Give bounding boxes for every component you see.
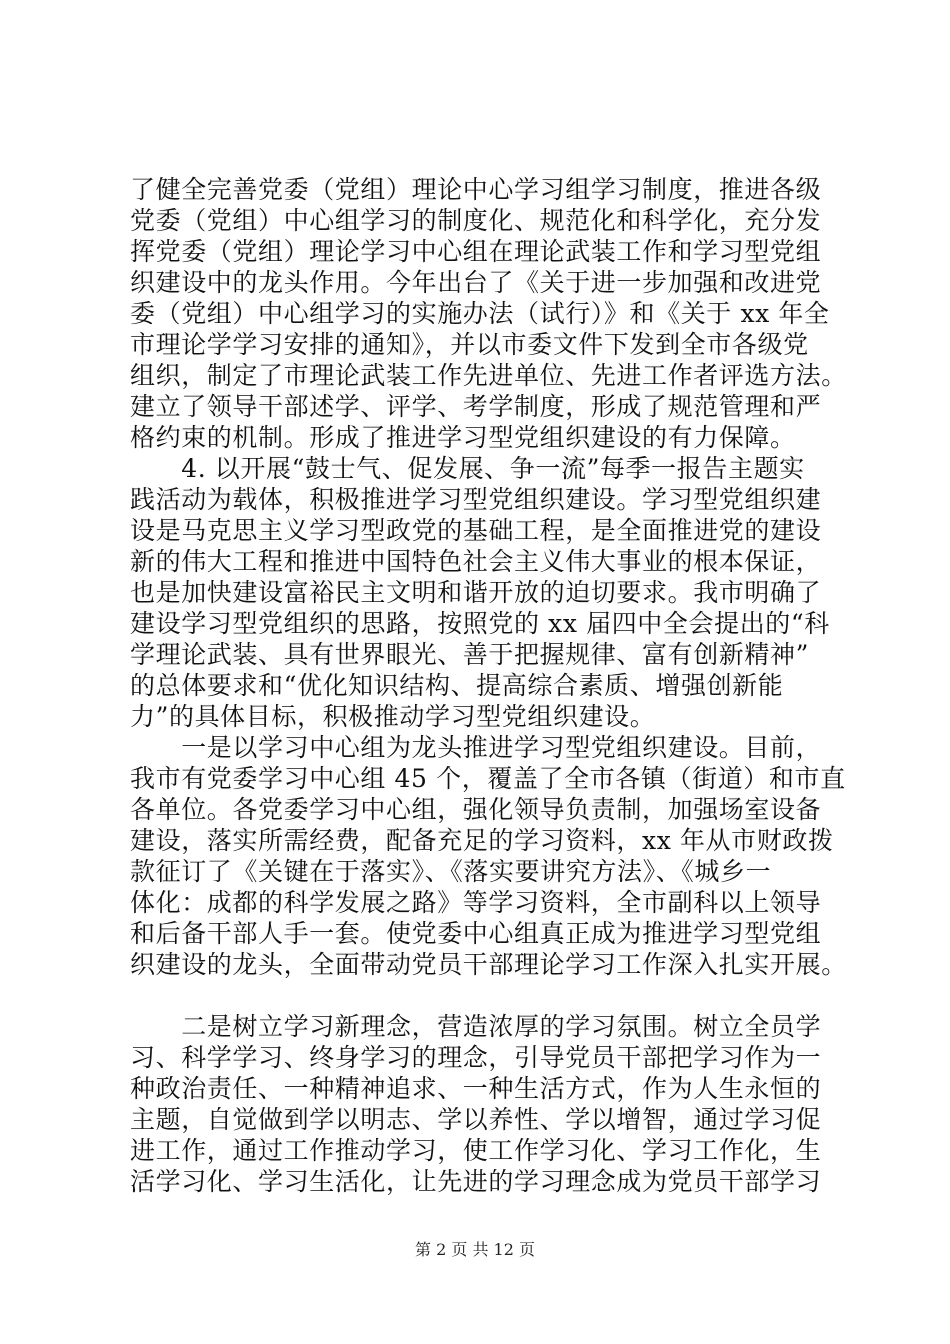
text-line: 各单位。各党委学习中心组，强化领导负责制，加强场室设备 (130, 795, 822, 824)
text-line: 进工作，通过工作推动学习，使工作学习化、学习工作化，生 (130, 1136, 822, 1165)
page-footer: 第 2 页 共 12 页 (415, 1240, 535, 1259)
text-line: 主题，自觉做到学以明志、学以养性、学以增智，通过学习促 (130, 1105, 822, 1134)
text-line: 党委（党组）中心组学习的制度化、规范化和科学化，充分发 (130, 206, 822, 235)
text-line: 了健全完善党委（党组）理论中心学习组学习制度，推进各级 (130, 175, 822, 204)
text-line: 也是加快建设富裕民主文明和谐开放的迫切要求。我市明确了 (130, 578, 822, 607)
text-line: 格约束的机制。形成了推进学习型党组织建设的有力保障。 (130, 423, 796, 452)
text-line: 织建设的龙头，全面带动党员干部理论学习工作深入扎实开展。 (130, 950, 847, 979)
text-line: 织建设中的龙头作用。今年出台了《关于进一步加强和改进党 (130, 268, 822, 297)
text-line: 二是树立学习新理念，营造浓厚的学习氛围。树立全员学 (130, 1012, 822, 1041)
text-line: 款征订了《关键在于落实》、《落实要讲究方法》、《城乡一 (130, 857, 772, 886)
text-line: 委（党组）中心组学习的实施办法（试行）》和《关于 xx 年全 (130, 299, 830, 328)
text-line: 学理论武装、具有世界眼光、善于把握规律、富有创新精神” (130, 640, 809, 669)
text-line: 建设学习型党组织的思路，按照党的 xx 届四中全会提出的“科 (130, 609, 830, 638)
text-line: 我市有党委学习中心组 45 个，覆盖了全市各镇（街道）和市直 (130, 764, 846, 793)
text-line: 种政治责任、一种精神追求、一种生活方式，作为人生永恒的 (130, 1074, 822, 1103)
text-line: 体化：成都的科学发展之路》等学习资料，全市副科以上领导 (130, 888, 822, 917)
text-line: 建设，落实所需经费，配备充足的学习资料，xx 年从市财政拨 (130, 826, 834, 855)
text-line: 建立了领导干部述学、评学、考学制度，形成了规范管理和严 (130, 392, 822, 421)
text-line: 习、科学学习、终身学习的理念，引导党员干部把学习作为一 (130, 1043, 822, 1072)
text-line: 4. 以开展“鼓士气、促发展、争一流”每季一报告主题实 (130, 454, 805, 483)
text-line: 践活动为载体，积极推进学习型党组织建设。学习型党组织建 (130, 485, 822, 514)
text-line: 新的伟大工程和推进中国特色社会主义伟大事业的根本保证， (130, 547, 822, 576)
text-line: 一是以学习中心组为龙头推进学习型党组织建设。目前， (130, 733, 822, 762)
text-line: 市理论学学习安排的通知》，并以市委文件下发到全市各级党 (130, 330, 809, 359)
text-line: 挥党委（党组）理论学习中心组在理论武装工作和学习型党组 (130, 237, 822, 266)
text-line: 组织，制定了市理论武装工作先进单位、先进工作者评选方法。 (130, 361, 847, 390)
text-line: 设是马克思主义学习型政党的基础工程，是全面推进党的建设 (130, 516, 822, 545)
text-line: 和后备干部人手一套。使党委中心组真正成为推进学习型党组 (130, 919, 822, 948)
text-line: 力”的具体目标，积极推动学习型党组织建设。 (130, 702, 656, 731)
text-line: 活学习化、学习生活化，让先进的学习理念成为党员干部学习 (130, 1167, 822, 1196)
text-line: 的总体要求和“优化知识结构、提高综合素质、增强创新能 (130, 671, 784, 700)
